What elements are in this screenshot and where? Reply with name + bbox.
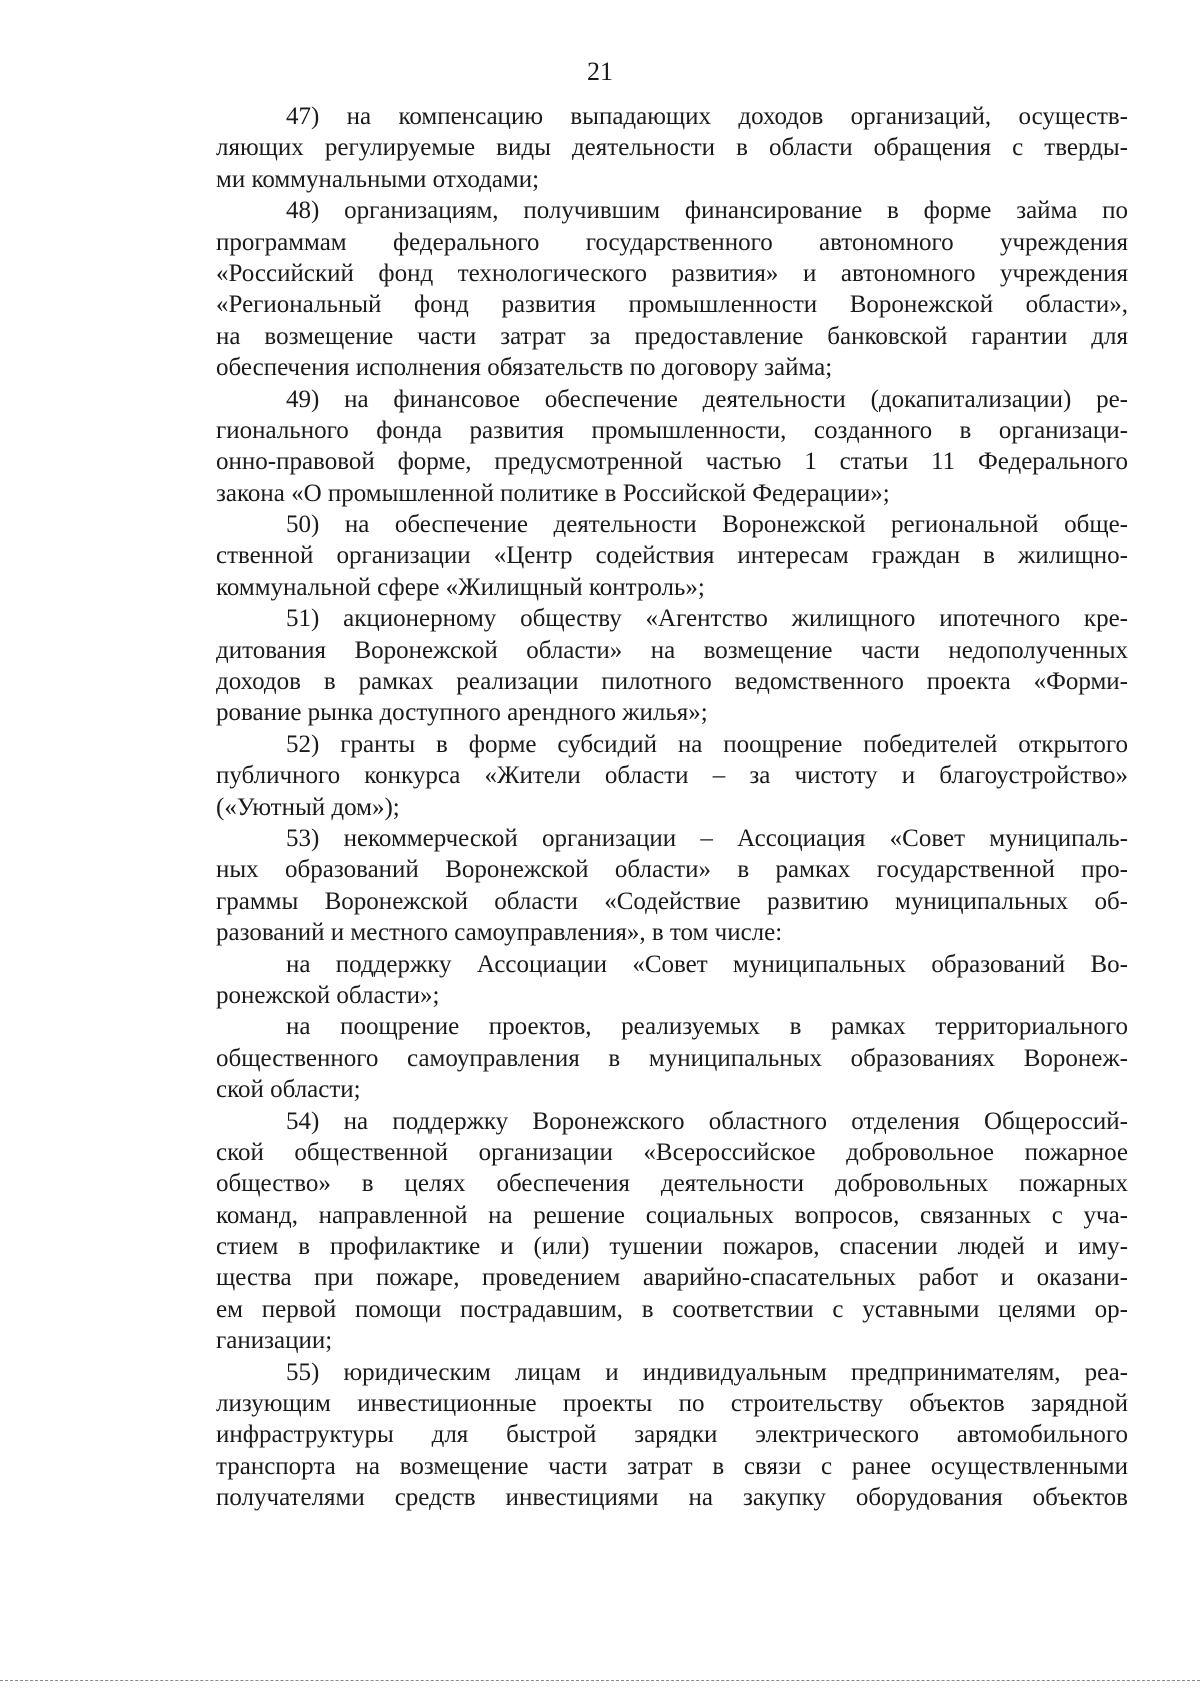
text-line: закона «О промышленной политике в Российской Федерации»; (216, 479, 890, 507)
text-line: рование рынка доступного арендного жилья»; (216, 699, 708, 727)
text-line: щества при пожаре, проведением аварийно-спасательных работ и оказани- (216, 1264, 1128, 1292)
page-number: 21 (587, 57, 613, 86)
text-line: ных образований Воронежской области» в рамках государственной про- (216, 856, 1128, 884)
paragraph-item-53-sub-1 (216, 949, 1128, 1012)
text-line: публичного конкурса «Жители области – за чистоту и благоустройство» (216, 762, 1128, 790)
text-line: 54) на поддержку Воронежского областного отделения Общероссий- (286, 1107, 1128, 1135)
text-line: общество» в целях обеспечения деятельности добровольных пожарных (216, 1170, 1128, 1198)
paragraph-item-52 (216, 729, 1128, 823)
text-line: доходов в рамках реализации пилотного ведомственного проекта «Форми- (216, 668, 1128, 696)
text-line: ронежской области»; (216, 981, 440, 1009)
text-line: гионального фонда развития промышленности, созданного в организаци- (216, 416, 1128, 444)
paragraph-item-47 (216, 101, 1128, 195)
page-bottom-edge (0, 1680, 1200, 1681)
text-line: ской общественной организации «Всероссийское добровольное пожарное (216, 1138, 1128, 1166)
text-line: лизующим инвестиционные проекты по строительству объектов зарядной (216, 1390, 1128, 1418)
paragraph-item-49 (216, 384, 1128, 510)
text-line: инфраструктуры для быстрой зарядки электрического автомобильного (216, 1421, 1128, 1449)
text-line: транспорта на возмещение части затрат в связи с ранее осуществленными (216, 1452, 1128, 1480)
text-line: 55) юридическим лицам и индивидуальным предпринимателям, реа- (286, 1358, 1128, 1386)
paragraph-item-50 (216, 509, 1128, 603)
text-line: на поощрение проектов, реализуемых в рамках территориального (286, 1013, 1128, 1041)
text-line: граммы Воронежской области «Содействие развитию муниципальных об- (216, 887, 1128, 915)
text-line: получателями средств инвестициями на закупку оборудования объектов (216, 1484, 1128, 1512)
text-line: 53) некоммерческой организации – Ассоциация «Совет муниципаль- (286, 824, 1128, 852)
text-line: ляющих регулируемые виды деятельности в области обращения с тверды- (216, 134, 1128, 162)
text-line: программам федерального государственного автономного учреждения (216, 228, 1128, 256)
text-line: обеспечения исполнения обязательств по договору займа; (216, 354, 833, 382)
text-line: «Российский фонд технологического развития» и автономного учреждения (216, 259, 1128, 287)
text-line: 51) акционерному обществу «Агентство жилищного ипотечного кре- (286, 605, 1128, 633)
text-line: разований и местного самоуправления», в том числе: (216, 919, 783, 947)
text-line: стием в профилактике и (или) тушении пожаров, спасении людей и иму- (216, 1233, 1128, 1261)
text-line: 52) гранты в форме субсидий на поощрение победителей открытого (286, 730, 1128, 758)
text-line: ственной организации «Центр содействия интересам граждан в жилищно- (216, 542, 1128, 570)
document-body (216, 101, 1128, 1514)
text-line: коммунальной сфере «Жилищный контроль»; (216, 573, 705, 601)
text-line: 47) на компенсацию выпадающих доходов организаций, осуществ- (286, 103, 1128, 130)
paragraph-item-53-sub-2 (216, 1011, 1128, 1105)
text-line: команд, направленной на решение социальных вопросов, связанных с уча- (216, 1201, 1128, 1229)
paragraph-item-48 (216, 195, 1128, 383)
text-line: на поддержку Ассоциации «Совет муниципальных образований Во- (286, 950, 1128, 978)
text-line: ем первой помощи пострадавшим, в соответствии с уставными целями ор- (216, 1295, 1128, 1323)
text-line: дитования Воронежской области» на возмещение части недополученных (216, 636, 1128, 664)
text-line: на возмещение части затрат за предоставление банковской гарантии для (216, 322, 1128, 350)
text-line: ганизации; (216, 1327, 333, 1355)
text-line: 48) организациям, получившим финансирование в форме займа по (286, 197, 1128, 225)
text-line: 49) на финансовое обеспечение деятельности (докапитализации) ре- (286, 385, 1128, 413)
paragraph-item-53 (216, 823, 1128, 949)
paragraph-item-54 (216, 1106, 1128, 1357)
text-line: онно-правовой форме, предусмотренной частью 1 статьи 11 Федерального (216, 448, 1128, 476)
text-line: ской области; (216, 1076, 361, 1104)
text-line: общественного самоуправления в муниципальных образованиях Воронеж- (216, 1044, 1128, 1072)
text-line: («Уютный дом»); (216, 793, 400, 821)
text-line: «Региональный фонд развития промышленности Воронежской области», (216, 291, 1128, 319)
text-line: 50) на обеспечение деятельности Воронежской региональной обще- (286, 511, 1128, 539)
paragraph-item-51 (216, 603, 1128, 729)
text-line: ми коммунальными отходами; (216, 165, 540, 193)
paragraph-item-55 (216, 1357, 1128, 1514)
